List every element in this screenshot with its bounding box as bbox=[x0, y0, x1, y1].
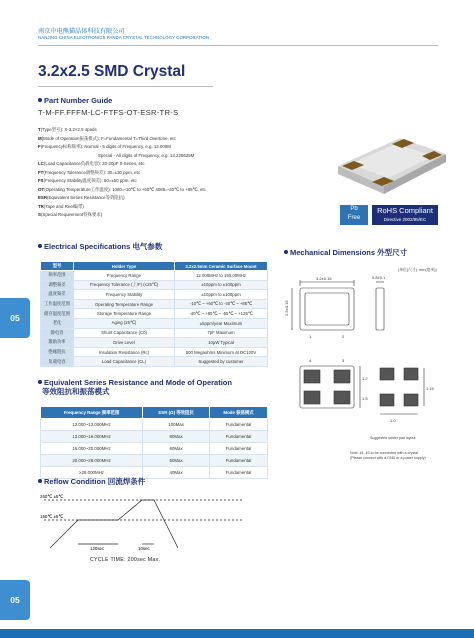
table-row: 绝缘阻抗 Insulation Resistance (Rc) 500 Megaohms Minimum at DC100V bbox=[41, 347, 268, 357]
preheat-temp-label: 150℃ ±5℃ bbox=[40, 514, 64, 519]
pn-field: LC(Load Capacitance负载电容): 20-20pF 0-Series, etc bbox=[38, 161, 145, 167]
bullet-icon bbox=[284, 250, 288, 254]
preheat-time-label: 120sec bbox=[90, 546, 105, 551]
title-divider bbox=[38, 86, 213, 87]
reflow-profile-chart bbox=[38, 488, 268, 558]
bullet-icon bbox=[38, 98, 42, 102]
company-name-cn: 南京中电熊猫晶体科技有限公司 bbox=[38, 28, 125, 35]
rohs-badge: RoHS Compliant Directive 2002/95/EC bbox=[372, 205, 438, 225]
part-number-heading: Part Number Guide bbox=[38, 96, 112, 105]
col-header: Mode 振荡模式 bbox=[210, 407, 268, 419]
peak-temp-label: 260℃ ±5℃ bbox=[40, 494, 64, 499]
esr-table bbox=[40, 406, 268, 479]
pn-field: S(Special Requirement特殊要求) bbox=[38, 212, 103, 218]
company-name-en: NANJING CHINA ELECTRONICS PANDA CRYSTAL TECHNOLOGY CORPORATION bbox=[38, 35, 210, 40]
col-header: 3.2x2.5mm Ceramic Surface Mount bbox=[175, 262, 268, 271]
dim-width-label: 3.2±0.15 bbox=[316, 276, 332, 281]
col-header: ESR (Ω) 等效阻抗 bbox=[143, 407, 210, 419]
pn-field: FS(Frequency Stability温度频差): 50=±50 ppm, etc bbox=[38, 178, 137, 184]
page-number-tab-bottom: 05 bbox=[0, 580, 30, 620]
table-row: 静电容 Shunt Capacitance (C0) 7pF Maximum bbox=[41, 328, 268, 338]
table-row: ≥28.000MHz 40Max Fundamental bbox=[41, 467, 268, 479]
table-row: 工作温度范围 Operating Temperature Range -10℃ ~ +60℃ to -40℃ ~ +85℃ bbox=[41, 299, 268, 309]
pn-field: TR(Tape and Reel编带) bbox=[38, 203, 84, 209]
suggested-pad-label: Suggested solder pad layout bbox=[370, 436, 416, 440]
reflow-profile-curve bbox=[50, 500, 178, 548]
pin-label: 1 bbox=[309, 334, 312, 339]
footer-bar bbox=[0, 629, 474, 638]
table-row: 频率范围 Frequency Range 12.000MHz to 150.00MHz bbox=[41, 271, 268, 281]
mechanical-drawing bbox=[284, 272, 434, 452]
table-row: 负载电容 Load Capacitance (CL) Suggested by customer bbox=[41, 357, 268, 367]
esr-heading: Equivalent Series Resistance and Mode of Operation 等效阻抗和振荡模式 bbox=[38, 378, 278, 396]
crystal-product-photo bbox=[330, 120, 450, 200]
col-header: Holder Type bbox=[74, 262, 175, 271]
pn-field: FT(Frequency Tolerance调整频差): 30=±30 ppm, etc bbox=[38, 169, 141, 175]
table-row: 调整频差 Frequency Tolerance (上/F) (≤25℃) ±10ppm to ±100ppm bbox=[41, 280, 268, 290]
electrical-spec-table bbox=[40, 261, 268, 367]
table-row: 激励功率 Drive Level 10μW Typical bbox=[41, 338, 268, 348]
pad-dim-label: 1.5 bbox=[362, 396, 368, 401]
mechanical-heading: Mechanical Dimensions 外型尺寸 bbox=[284, 247, 407, 258]
pin-label: 3 bbox=[342, 358, 345, 363]
pb-free-badge: Pb Free bbox=[340, 205, 368, 225]
col-header: 型号 bbox=[41, 262, 74, 271]
electrical-heading: Electrical Specifications 电气参数 bbox=[38, 241, 162, 252]
mechanical-unit-note: (单位(尺寸): mm(毫米)) bbox=[398, 268, 437, 272]
reflow-heading: Reflow Condition 回流焊条件 bbox=[38, 476, 145, 487]
page-number-tab: 05 bbox=[0, 298, 30, 338]
table-row: 12.000~13.000MHz 100Max Fundamental bbox=[41, 419, 268, 431]
pn-field: T(Type型号): X-3.2×2.5 4pads bbox=[38, 127, 97, 132]
table-row: 老化 Aging (25℃) ±5ppm/year Maximum bbox=[41, 318, 268, 328]
pad-dim-label: 1.15 bbox=[426, 386, 434, 391]
table-row: 20.000~28.000MHz 50Max Fundamental bbox=[41, 455, 268, 467]
pin-label: 4 bbox=[309, 358, 312, 363]
pn-field: OT(Operating Temperature工作温度): 1060=-10℃ to +60℃ 4085=-40℃ to +85℃, etc bbox=[38, 186, 206, 192]
part-number-field-list bbox=[38, 126, 288, 220]
pn-field: F(Frequency标称频率): Normal - 5 digits of Frequency, e.g. 12.000M bbox=[38, 144, 171, 150]
pad-dim-label: 1.0 bbox=[390, 418, 396, 423]
pn-field: Special - All digits of Frequency, e.g. 13.225625M bbox=[98, 152, 195, 158]
pin-label: 2 bbox=[342, 334, 345, 339]
bullet-icon bbox=[38, 380, 42, 384]
cycle-time-label: CYCLE TIME: 200sec Max. bbox=[90, 557, 161, 563]
peak-time-label: 10sec bbox=[138, 546, 150, 551]
mechanical-note: Note: #1, #3 to be connected with a crystal (Please connect with a GND or a power supply) bbox=[350, 451, 426, 460]
table-row: 温度频差 Frequency Stability ±10ppm to ±100ppm bbox=[41, 290, 268, 300]
pad-dim-label: 1.2 bbox=[362, 376, 368, 381]
table-row: 13.000~16.000MHz 80Max Fundamental bbox=[41, 431, 268, 443]
pn-field: M(Mode of Operation振荡模式): F=Fundamental T=Third Overtone, etc bbox=[38, 135, 176, 141]
dim-thick-label: 0.8±0.1 bbox=[372, 275, 386, 280]
col-header: Frequency Range 频率范围 bbox=[41, 407, 143, 419]
table-row: 储存温度范围 Storage Temperature Range -40℃ ~ +85℃ ~ -55℃ ~ +125℃ bbox=[41, 309, 268, 319]
bullet-icon bbox=[38, 244, 42, 248]
dim-height-label: 2.5±0.15 bbox=[284, 300, 289, 316]
page-title: 3.2x2.5 SMD Crystal bbox=[38, 63, 186, 80]
table-row: 16.000~20.000MHz 60Max Fundamental bbox=[41, 443, 268, 455]
part-number-code: T-M-FF.FFFM-LC-FTFS-OT-ESR-TR-S bbox=[38, 108, 179, 117]
header-divider bbox=[38, 45, 438, 46]
bullet-icon bbox=[38, 479, 42, 483]
pn-field: ESR(Equivalent Series Resistance等效阻抗) bbox=[38, 195, 125, 201]
